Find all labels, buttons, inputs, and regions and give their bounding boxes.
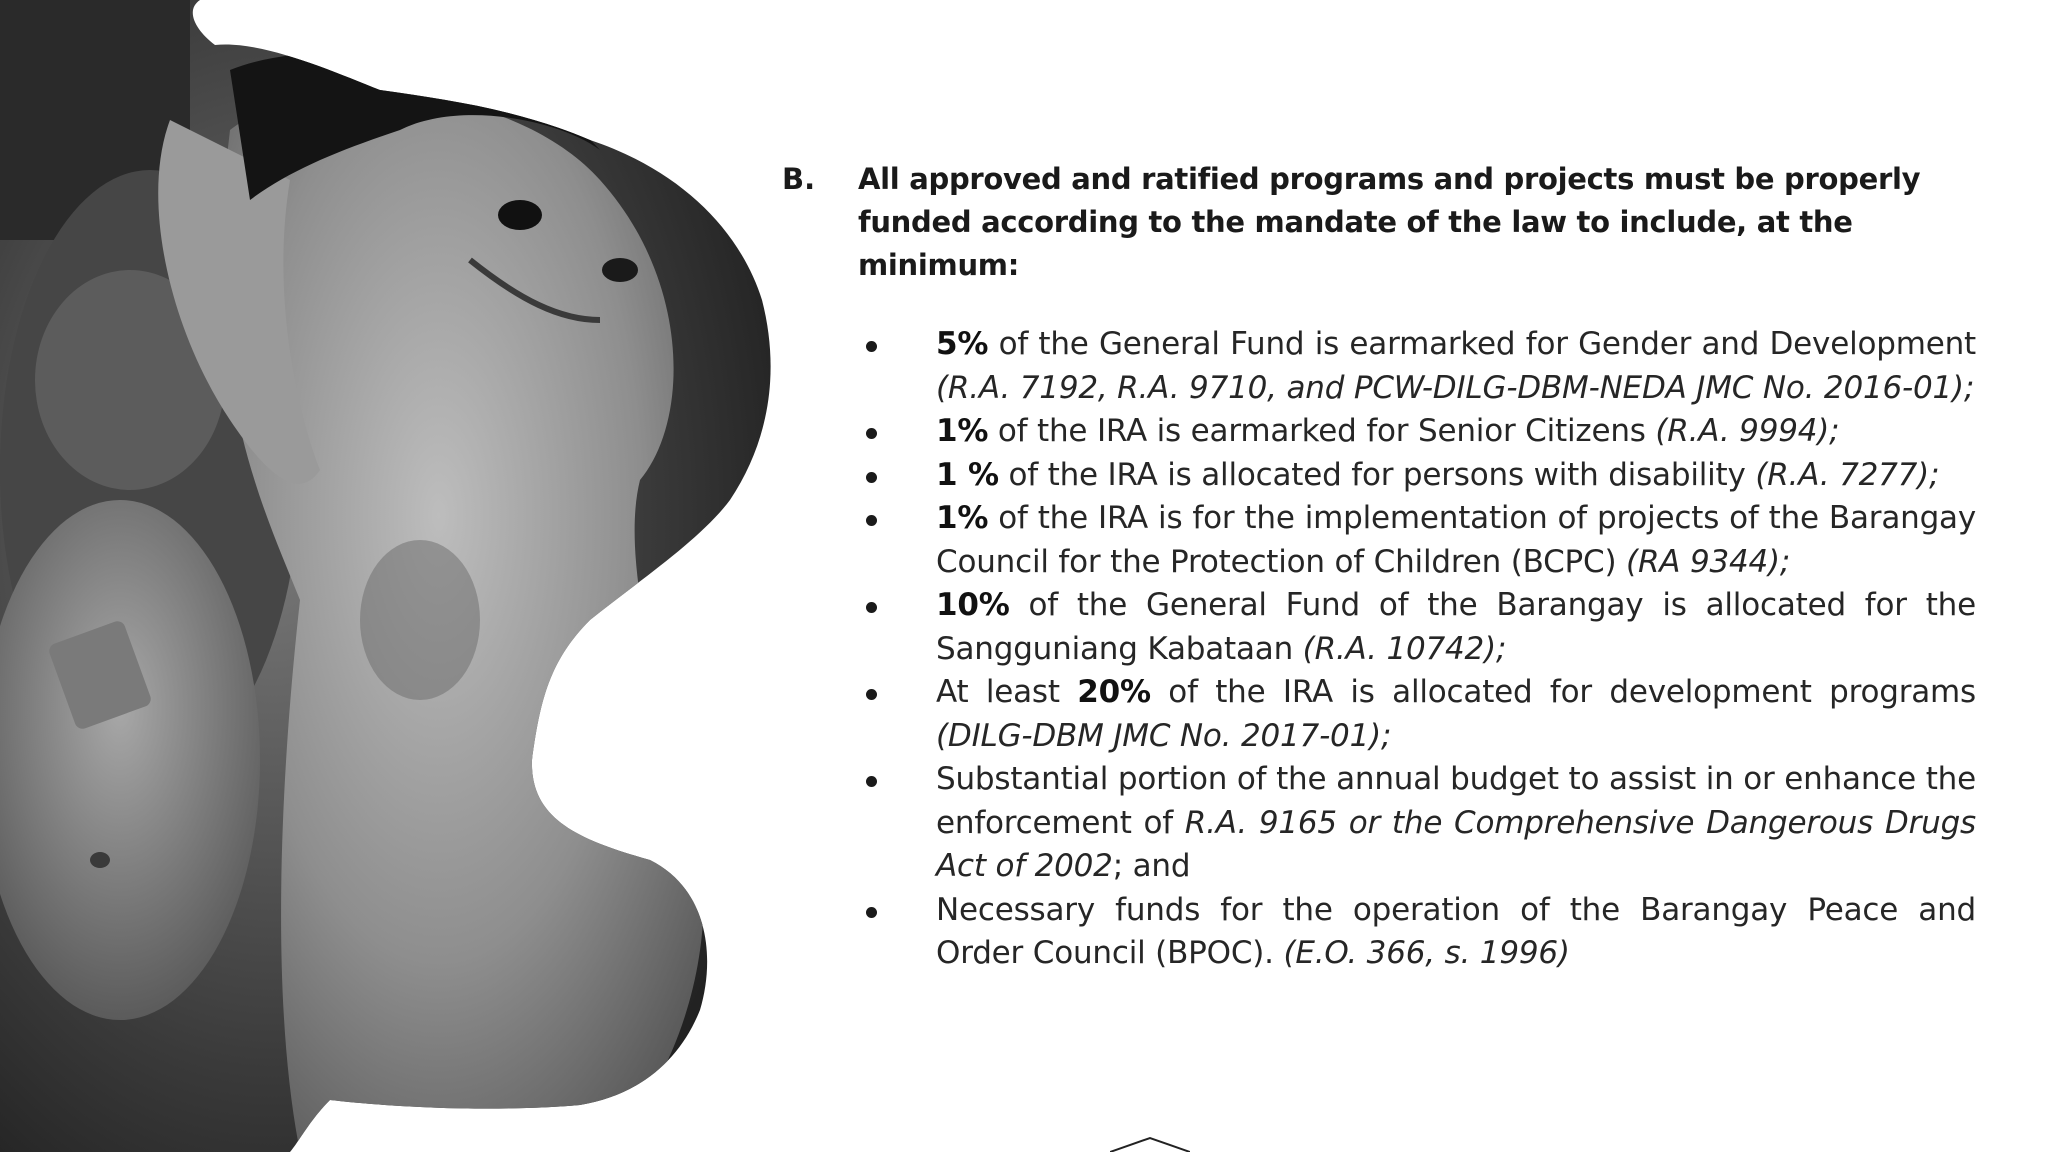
list-item-text xyxy=(936,497,1976,584)
list-item-text xyxy=(936,889,1976,976)
list-item-percentage: 1% xyxy=(936,413,989,449)
list-item-text xyxy=(936,454,1976,498)
list-item-legal-reference: (R.A. 10742); xyxy=(1302,630,1507,667)
funding-list xyxy=(782,323,1976,976)
list-item-text xyxy=(936,758,1976,889)
list-item xyxy=(782,584,1976,671)
list-item xyxy=(782,889,1976,976)
bullet-icon xyxy=(782,584,936,627)
list-item-description: of the IRA is for the implementation of projects of the Barangay Council for the Protection of Children (BCPC) xyxy=(936,500,1976,580)
bullet-icon xyxy=(782,497,936,540)
list-item xyxy=(782,454,1976,498)
list-item-legal-reference: (RA 9344); xyxy=(1626,543,1791,580)
list-item-description: Substantial portion of the annual budget to assist in or enhance the enforcement of xyxy=(936,761,1976,841)
list-item-text xyxy=(936,671,1976,758)
bullet-icon xyxy=(782,323,936,366)
list-item-percentage: 10% xyxy=(936,587,1010,623)
bullet-icon xyxy=(782,758,936,801)
list-item-legal-reference: (R.A. 9994); xyxy=(1655,413,1840,449)
list-item xyxy=(782,410,1976,454)
section-heading-text: All approved and ratified programs and projects must be properly funded according to the mandate of the law to include, at the minimum: xyxy=(858,162,1921,282)
bullet-icon xyxy=(782,410,936,453)
list-item-description: of the IRA is allocated for persons with disability xyxy=(998,456,1756,493)
list-item-text xyxy=(936,584,1976,671)
list-item-legal-reference: R.A. 9165 or the Comprehensive Dangerous Drugs Act of 2002 xyxy=(936,804,1976,884)
decorative-peak-shape xyxy=(1110,1136,1190,1152)
list-item xyxy=(782,671,1976,758)
list-item-description: of the IRA is earmarked for Senior Citizens xyxy=(988,413,1656,449)
list-item-legal-reference: (DILG-DBM JMC No. 2017-01); xyxy=(936,717,1392,754)
children-photo-image xyxy=(0,0,780,1152)
list-item-percentage: 1% xyxy=(936,500,989,536)
list-item-percentage: 1 % xyxy=(936,456,999,493)
bullet-icon xyxy=(782,454,936,497)
list-item xyxy=(782,758,1976,889)
list-item-legal-reference: (E.O. 366, s. 1996) xyxy=(1283,935,1570,971)
list-item-legal-reference: (R.A. 7277); xyxy=(1755,456,1940,493)
section-heading xyxy=(782,158,1976,287)
funding-section xyxy=(782,158,1976,976)
list-item xyxy=(782,323,1976,410)
list-item-percentage: 5% xyxy=(936,326,989,362)
list-item-description: Necessary funds for the operation of the Barangay Peace and Order Council (BPOC). xyxy=(936,891,1976,971)
bullet-icon xyxy=(782,671,936,714)
list-item-description: of the General Fund is earmarked for Gender and Development xyxy=(988,326,1976,362)
list-item-prefix: At least xyxy=(936,674,1078,710)
list-item-text xyxy=(936,323,1976,410)
list-item-description: of the IRA is allocated for development programs xyxy=(1150,674,1976,710)
section-letter: B. xyxy=(782,162,816,196)
list-item-description: of the General Fund of the Barangay is allocated for the Sangguniang Kabataan xyxy=(936,587,1976,667)
list-item-text xyxy=(936,410,1976,454)
list-item-suffix: ; and xyxy=(1112,848,1191,884)
bullet-icon xyxy=(782,889,936,932)
list-item xyxy=(782,497,1976,584)
list-item-percentage: 20% xyxy=(1077,674,1151,710)
list-item-legal-reference: (R.A. 7192, R.A. 9710, and PCW-DILG-DBM-NEDA JMC No. 2016-01); xyxy=(936,369,1975,406)
